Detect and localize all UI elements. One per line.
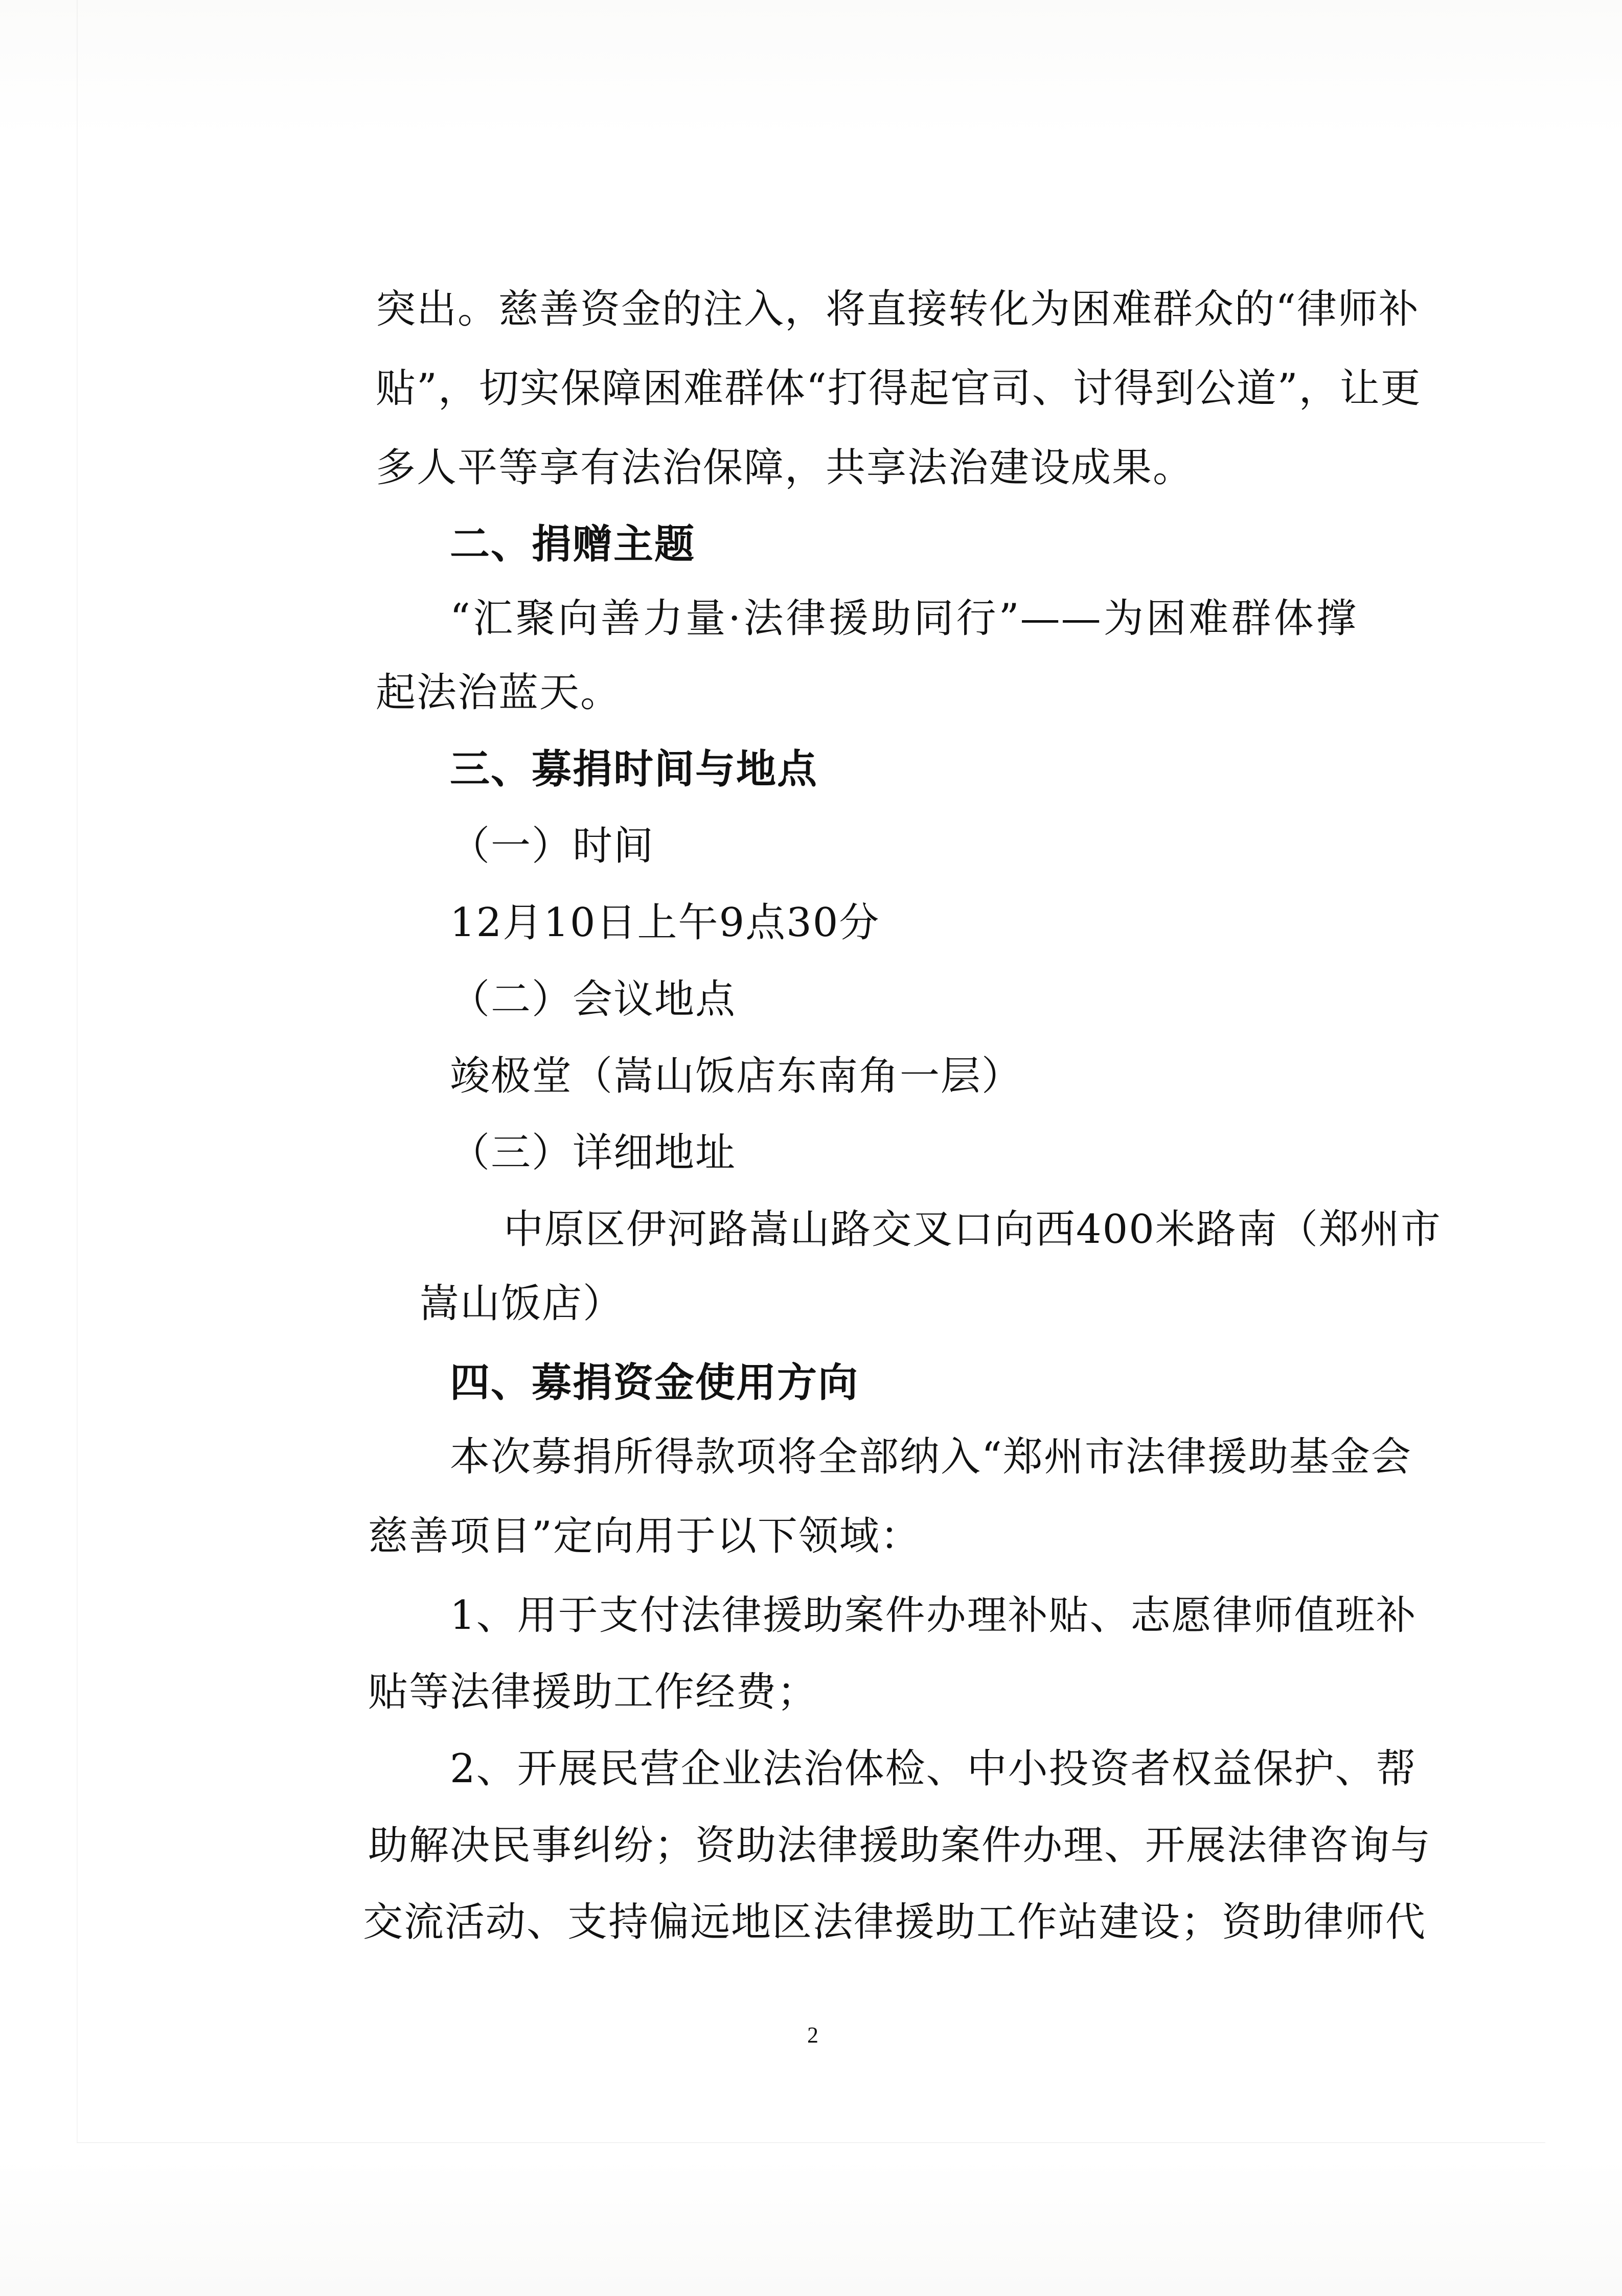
usage-item-1-line-1: 1、用于支付法律援助案件办理补贴、志愿律师值班补 [450, 1593, 1417, 1639]
subheading-address: （三）详细地址 [450, 1130, 737, 1176]
section-heading-4: 四、募捐资金使用方向 [450, 1360, 859, 1406]
usage-item-2-line-2: 助解决民事纠纷；资助法律援助案件办理、开展法律咨询与 [368, 1823, 1432, 1869]
usage-intro-line-2: 慈善项目”定向用于以下领域： [368, 1513, 921, 1559]
venue-value: 竣极堂（嵩山饭店东南角一层） [450, 1053, 1023, 1099]
body-line-3: 多人平等享有法治保障，共享法治建设成果。 [376, 445, 1194, 491]
usage-intro-line-1: 本次募捐所得款项将全部纳入“郑州市法律援助基金会 [450, 1434, 1412, 1480]
theme-line-1: “汇聚向善力量·法律援助同行”——为困难群体撑 [450, 596, 1357, 642]
body-line-2: 贴”，切实保障困难群体“打得起官司、讨得到公道”，让更 [376, 366, 1422, 412]
section-heading-2: 二、捐赠主题 [450, 521, 696, 567]
subheading-venue: （二）会议地点 [450, 976, 737, 1022]
subheading-time: （一）时间 [450, 823, 655, 869]
address-line-2: 嵩山饭店） [419, 1281, 624, 1327]
section-heading-3: 三、募捐时间与地点 [450, 746, 818, 792]
usage-item-2-line-1: 2、开展民营企业法治体检、中小投资者权益保护、帮 [450, 1746, 1417, 1792]
usage-item-2-line-3: 交流活动、支持偏远地区法律援助工作站建设；资助律师代 [363, 1899, 1427, 1945]
usage-item-1-line-2: 贴等法律援助工作经费； [368, 1669, 818, 1715]
theme-line-2: 起法治蓝天。 [376, 670, 622, 716]
time-value: 12月10日上午9点30分 [450, 900, 880, 946]
address-line-1: 中原区伊河路嵩山路交叉口向西400米路南（郑州市 [504, 1207, 1442, 1253]
page-number: 2 [807, 2022, 818, 2048]
body-line-1: 突出。慈善资金的注入，将直接转化为困难群众的“律师补 [376, 286, 1420, 332]
scan-edge-bottom [77, 2142, 1545, 2143]
scan-edge-left [77, 0, 78, 2142]
